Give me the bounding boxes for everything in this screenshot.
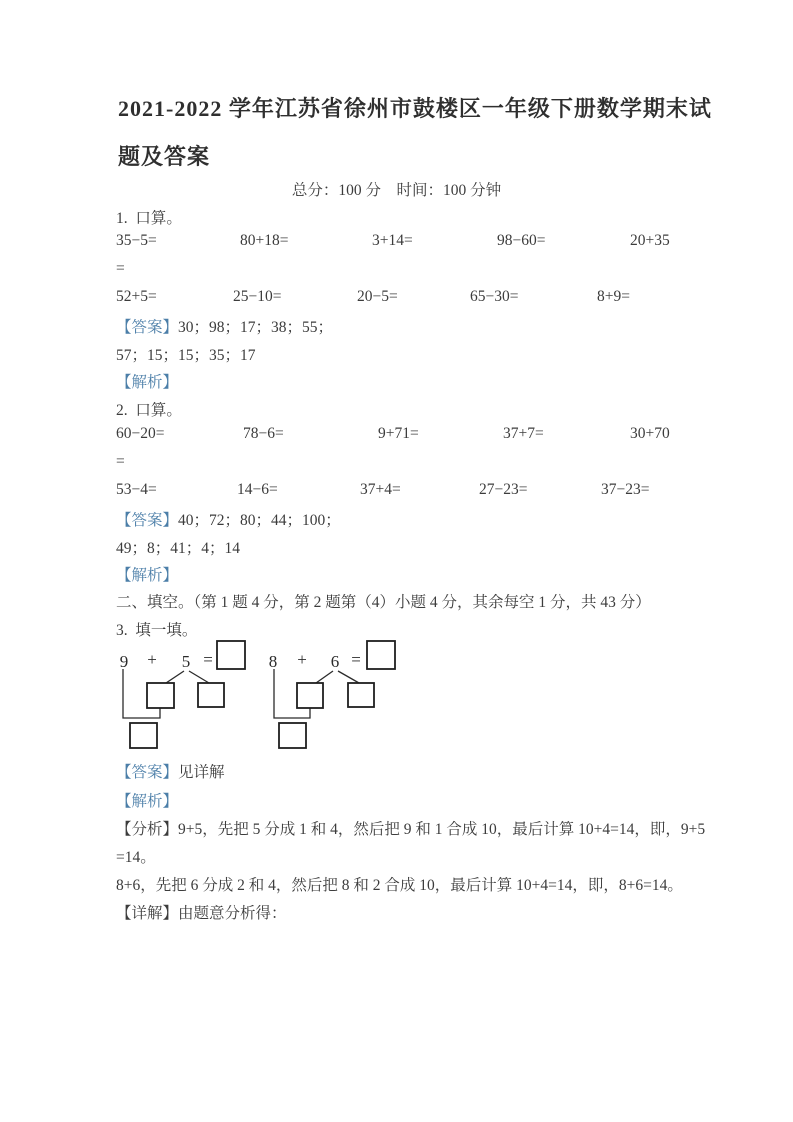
- equation: 35−5=: [116, 232, 157, 249]
- number-bond-diagram: [95, 636, 430, 758]
- fig1-sum-box: [217, 641, 245, 669]
- equation: 25−10=: [233, 288, 282, 305]
- q2-wrapped-equals: =: [116, 453, 125, 470]
- q2-answer-line1: [116, 508, 736, 530]
- fig1-addend2: 5: [181, 652, 191, 671]
- q1-equation-row2: [0, 288, 793, 310]
- fig2-equals-sign: =: [351, 650, 361, 669]
- equation: 78−6=: [243, 425, 284, 442]
- equation: 98−60=: [497, 232, 546, 249]
- fig1-lines: [123, 669, 209, 718]
- fig2-split-right-box: [348, 683, 374, 707]
- answer-values: 40；72；80；44；100；: [178, 512, 341, 529]
- fig1-plus-sign: +: [147, 650, 157, 669]
- equation: 30+70: [630, 425, 670, 442]
- fig1-ten-box: [130, 723, 157, 748]
- q2-answer-line2: 49；8；41；4；14: [116, 540, 241, 557]
- exam-info: 总分：100 分 时间：100 分钟: [291, 182, 502, 199]
- equation: 20+35: [630, 232, 670, 249]
- document-title-line1: 2021-2022 学年江苏省徐州市鼓楼区一年级下册数学期末试: [118, 96, 712, 121]
- fig1-addend1: 9: [119, 652, 129, 671]
- q1-analysis-label: 【解析】: [116, 374, 179, 391]
- q1-label: 1. 口算。: [116, 210, 182, 227]
- section2-heading: 二、填空。（第 1 题 4 分，第 2 题第（4）小题 4 分，其余每空 1 分，共 43 分）: [116, 594, 651, 611]
- fig1-split-right-box: [198, 683, 224, 707]
- q3-label: 3. 填一填。: [116, 622, 198, 639]
- fig2-lines: [274, 669, 359, 718]
- fig2-addend1: 8: [268, 652, 278, 671]
- answer-values: 30；98；17；38；55；: [178, 319, 334, 336]
- q3-detail-line: 【详解】由题意分析得：: [116, 905, 287, 922]
- q1-wrapped-equals: =: [116, 260, 125, 277]
- q3-analysis-line3: 8+6，先把 6 分成 2 和 4，然后把 8 和 2 合成 10，最后计算 10+4=14，即，8+6=14。: [116, 877, 683, 894]
- fig1-split-left-box: [147, 683, 174, 708]
- answer-label: 【答案】: [116, 319, 179, 336]
- equation: 37+7=: [503, 425, 544, 442]
- document-title-line2: 题及答案: [118, 144, 211, 169]
- equation: 37−23=: [601, 481, 650, 498]
- q1-answer-line1: [116, 315, 736, 337]
- fig2-plus-sign: +: [297, 650, 307, 669]
- q3-analysis-line2: =14。: [116, 849, 156, 866]
- equation: 20−5=: [357, 288, 398, 305]
- equation: 8+9=: [597, 288, 630, 305]
- fig2-sum-box: [367, 641, 395, 669]
- equation: 60−20=: [116, 425, 165, 442]
- fig1-equals-sign: =: [203, 650, 213, 669]
- q3-answer-line: [116, 760, 736, 782]
- answer-label: 【答案】: [116, 764, 179, 781]
- q2-equation-row2: [0, 481, 793, 503]
- fig2-addend2: 6: [330, 652, 340, 671]
- q3-analysis-line1: 【分析】9+5，先把 5 分成 1 和 4，然后把 9 和 1 合成 10，最后计算 10+4=14，即，9+5: [116, 821, 706, 838]
- equation: 9+71=: [378, 425, 419, 442]
- answer-label: 【答案】: [116, 512, 179, 529]
- fig2-ten-box: [279, 723, 306, 748]
- equation: 3+14=: [372, 232, 413, 249]
- equation: 65−30=: [470, 288, 519, 305]
- equation: 27−23=: [479, 481, 528, 498]
- equation: 52+5=: [116, 288, 157, 305]
- q2-label: 2. 口算。: [116, 402, 182, 419]
- fig2-split-left-box: [297, 683, 323, 708]
- equation: 80+18=: [240, 232, 289, 249]
- q2-equation-row1: [0, 425, 793, 447]
- answer-text: 见详解: [178, 764, 225, 781]
- equation: 14−6=: [237, 481, 278, 498]
- q2-analysis-label: 【解析】: [116, 567, 179, 584]
- equation: 53−4=: [116, 481, 157, 498]
- q1-equation-row1: [0, 232, 793, 254]
- equation: 37+4=: [360, 481, 401, 498]
- q1-answer-line2: 57；15；15；35；17: [116, 347, 256, 364]
- q3-analysis-label: 【解析】: [116, 793, 179, 810]
